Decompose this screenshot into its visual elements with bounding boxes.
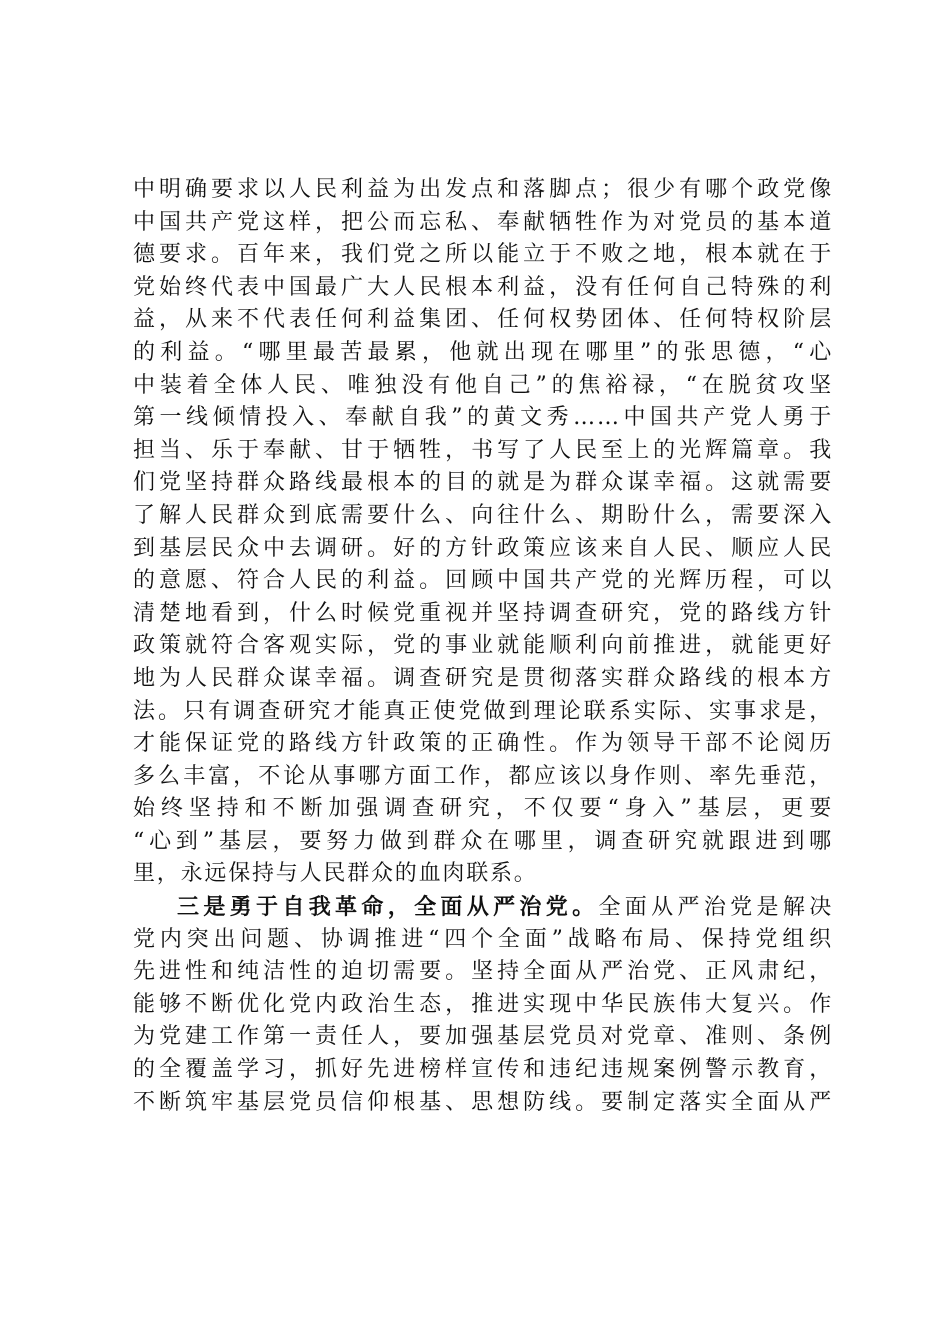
text-line: 能够不断优化党内政治生态，推进实现中华民族伟大复兴。作 <box>133 991 833 1017</box>
text-line: 到基层民众中去调研。好的方针政策应该来自人民、顺应人民 <box>133 535 833 561</box>
text-line: 的全覆盖学习，抓好先进榜样宣传和违纪违规案例警示教育， <box>133 1057 833 1083</box>
text-line: 党始终代表中国最广大人民根本利益，没有任何自己特殊的利 <box>133 274 833 300</box>
text-line: 地为人民群众谋幸福。调查研究是贯彻落实群众路线的根本方 <box>133 665 833 691</box>
text-line: 为党建工作第一责任人，要加强基层党员对党章、准则、条例 <box>133 1024 833 1050</box>
heading-line-rest: 全面从严治党是解决 <box>598 895 833 921</box>
text-line: 中明确要求以人民利益为出发点和落脚点；很少有哪个政党像 <box>133 177 833 202</box>
text-line: 政策就符合客观实际，党的事业就能顺利向前推进，就能更好 <box>133 633 833 659</box>
text-line: 的利益。“哪里最苦最累，他就出现在哪里”的张思德，“心 <box>133 339 833 365</box>
text-line: 法。只有调查研究才能真正使党做到理论联系实际、实事求是， <box>133 698 833 724</box>
text-line: 中装着全体人民、唯独没有他自己”的焦裕禄，“在脱贫攻坚 <box>133 372 833 398</box>
paragraph-self-revolution <box>133 891 833 1119</box>
text-line: 多么丰富，不论从事哪方面工作，都应该以身作则、率先垂范， <box>133 763 833 789</box>
text-line: 德要求。百年来，我们党之所以能立于不败之地，根本就在于 <box>133 242 833 268</box>
text-line: 里，永远保持与人民群众的血肉联系。 <box>133 861 538 887</box>
text-line-first <box>133 891 833 924</box>
text-line: 才能保证党的路线方针政策的正确性。作为领导干部不论阅历 <box>133 731 833 757</box>
text-line: 不断筑牢基层党员信仰根基、思想防线。要制定落实全面从严 <box>133 1089 833 1115</box>
text-line: 担当、乐于奉献、甘于牺牲，书写了人民至上的光辉篇章。我 <box>133 437 833 463</box>
text-line: 了解人民群众到底需要什么、向往什么、期盼什么，需要深入 <box>133 502 833 528</box>
document-body <box>133 174 833 1119</box>
text-line: 第一线倾情投入、奉献自我”的黄文秀……中国共产党人勇于 <box>133 405 833 431</box>
text-line: 始终坚持和不断加强调查研究，不仅要“身入”基层，更要 <box>133 796 833 822</box>
text-line: 中国共产党这样，把公而忘私、奉献牺牲作为对党员的基本道 <box>133 209 833 235</box>
text-line: 们党坚持群众路线最根本的目的就是为群众谋幸福。这就需要 <box>133 470 833 496</box>
text-line: 先进性和纯洁性的迫切需要。坚持全面从严治党、正风肃纪， <box>133 959 833 985</box>
text-line: 的意愿、符合人民的利益。回顾中国共产党的光辉历程，可以 <box>133 568 833 594</box>
text-line: 清楚地看到，什么时候党重视并坚持调查研究，党的路线方针 <box>133 600 833 626</box>
text-line: “心到”基层，要努力做到群众在哪里，调查研究就跟进到哪 <box>133 828 833 854</box>
text-line: 党内突出问题、协调推进“四个全面”战略布局、保持党组织 <box>133 926 833 952</box>
text-line: 益，从来不代表任何利益集团、任何权势团体、任何特权阶层 <box>133 307 833 333</box>
paragraph-people-first <box>133 174 833 891</box>
section-heading: 三是勇于自我革命，全面从严治党。 <box>177 894 599 921</box>
